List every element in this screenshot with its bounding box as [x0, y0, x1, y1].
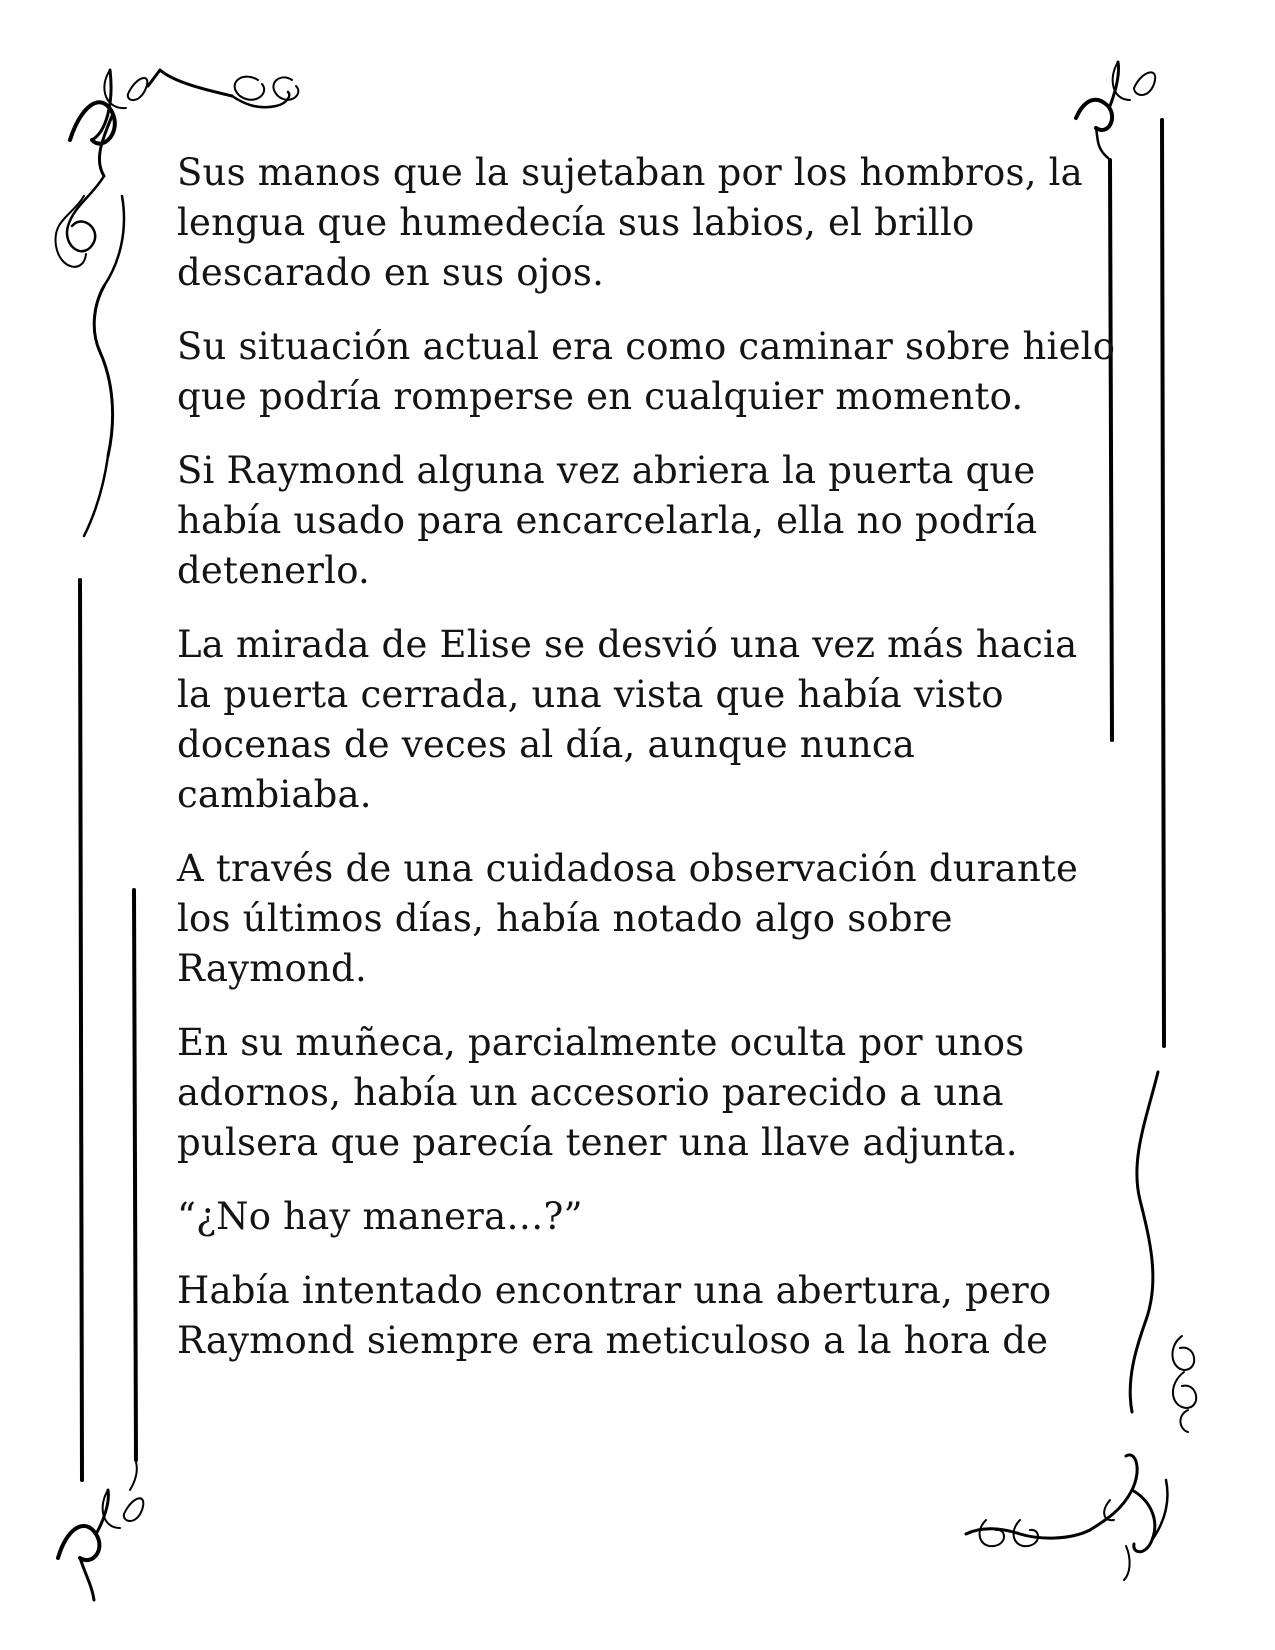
frame-line-left-inner [134, 890, 136, 1460]
paragraph: Si Raymond alguna vez abriera la puerta que había usado para encarcelarla, ella no podría detenerlo. [177, 449, 1038, 592]
dialogue-line: “¿No hay manera…?” [177, 1195, 583, 1238]
paragraph: La mirada de Elise se desvió una vez más hacia la puerta cerrada, una vista que había visto docenas de veces al día, aunque nunca cambiaba. [177, 623, 1078, 816]
paragraph: En su muñeca, parcialmente oculta por unos adornos, había un accesorio parecido a una pulsera que parecía tener una llave adjunta. [177, 1021, 1025, 1164]
bottom-right-flourish-icon [966, 1455, 1167, 1580]
bottom-left-flourish-icon [58, 1462, 143, 1600]
paragraph: Sus manos que la sujetaban por los hombros, la lengua que humedecía sus labios, el brillo descarado en sus ojos. [177, 151, 1083, 294]
right-wave-flourish-icon [1130, 1072, 1196, 1432]
top-right-flourish-icon [1076, 62, 1155, 158]
paragraph: A través de una cuidadosa observación durante los últimos días, había notado algo sobre Raymond. [177, 847, 1079, 990]
paragraph: Había intentado encontrar una abertura, pero Raymond siempre era meticuloso a la hora de [177, 1269, 1052, 1362]
frame-line-left-lower [80, 580, 82, 1480]
paragraph: Su situación actual era como caminar sobre hielo que podría romperse en cualquier momento. [177, 325, 1116, 418]
frame-line-right-lower [1162, 120, 1164, 1046]
story-text [177, 148, 1117, 1390]
